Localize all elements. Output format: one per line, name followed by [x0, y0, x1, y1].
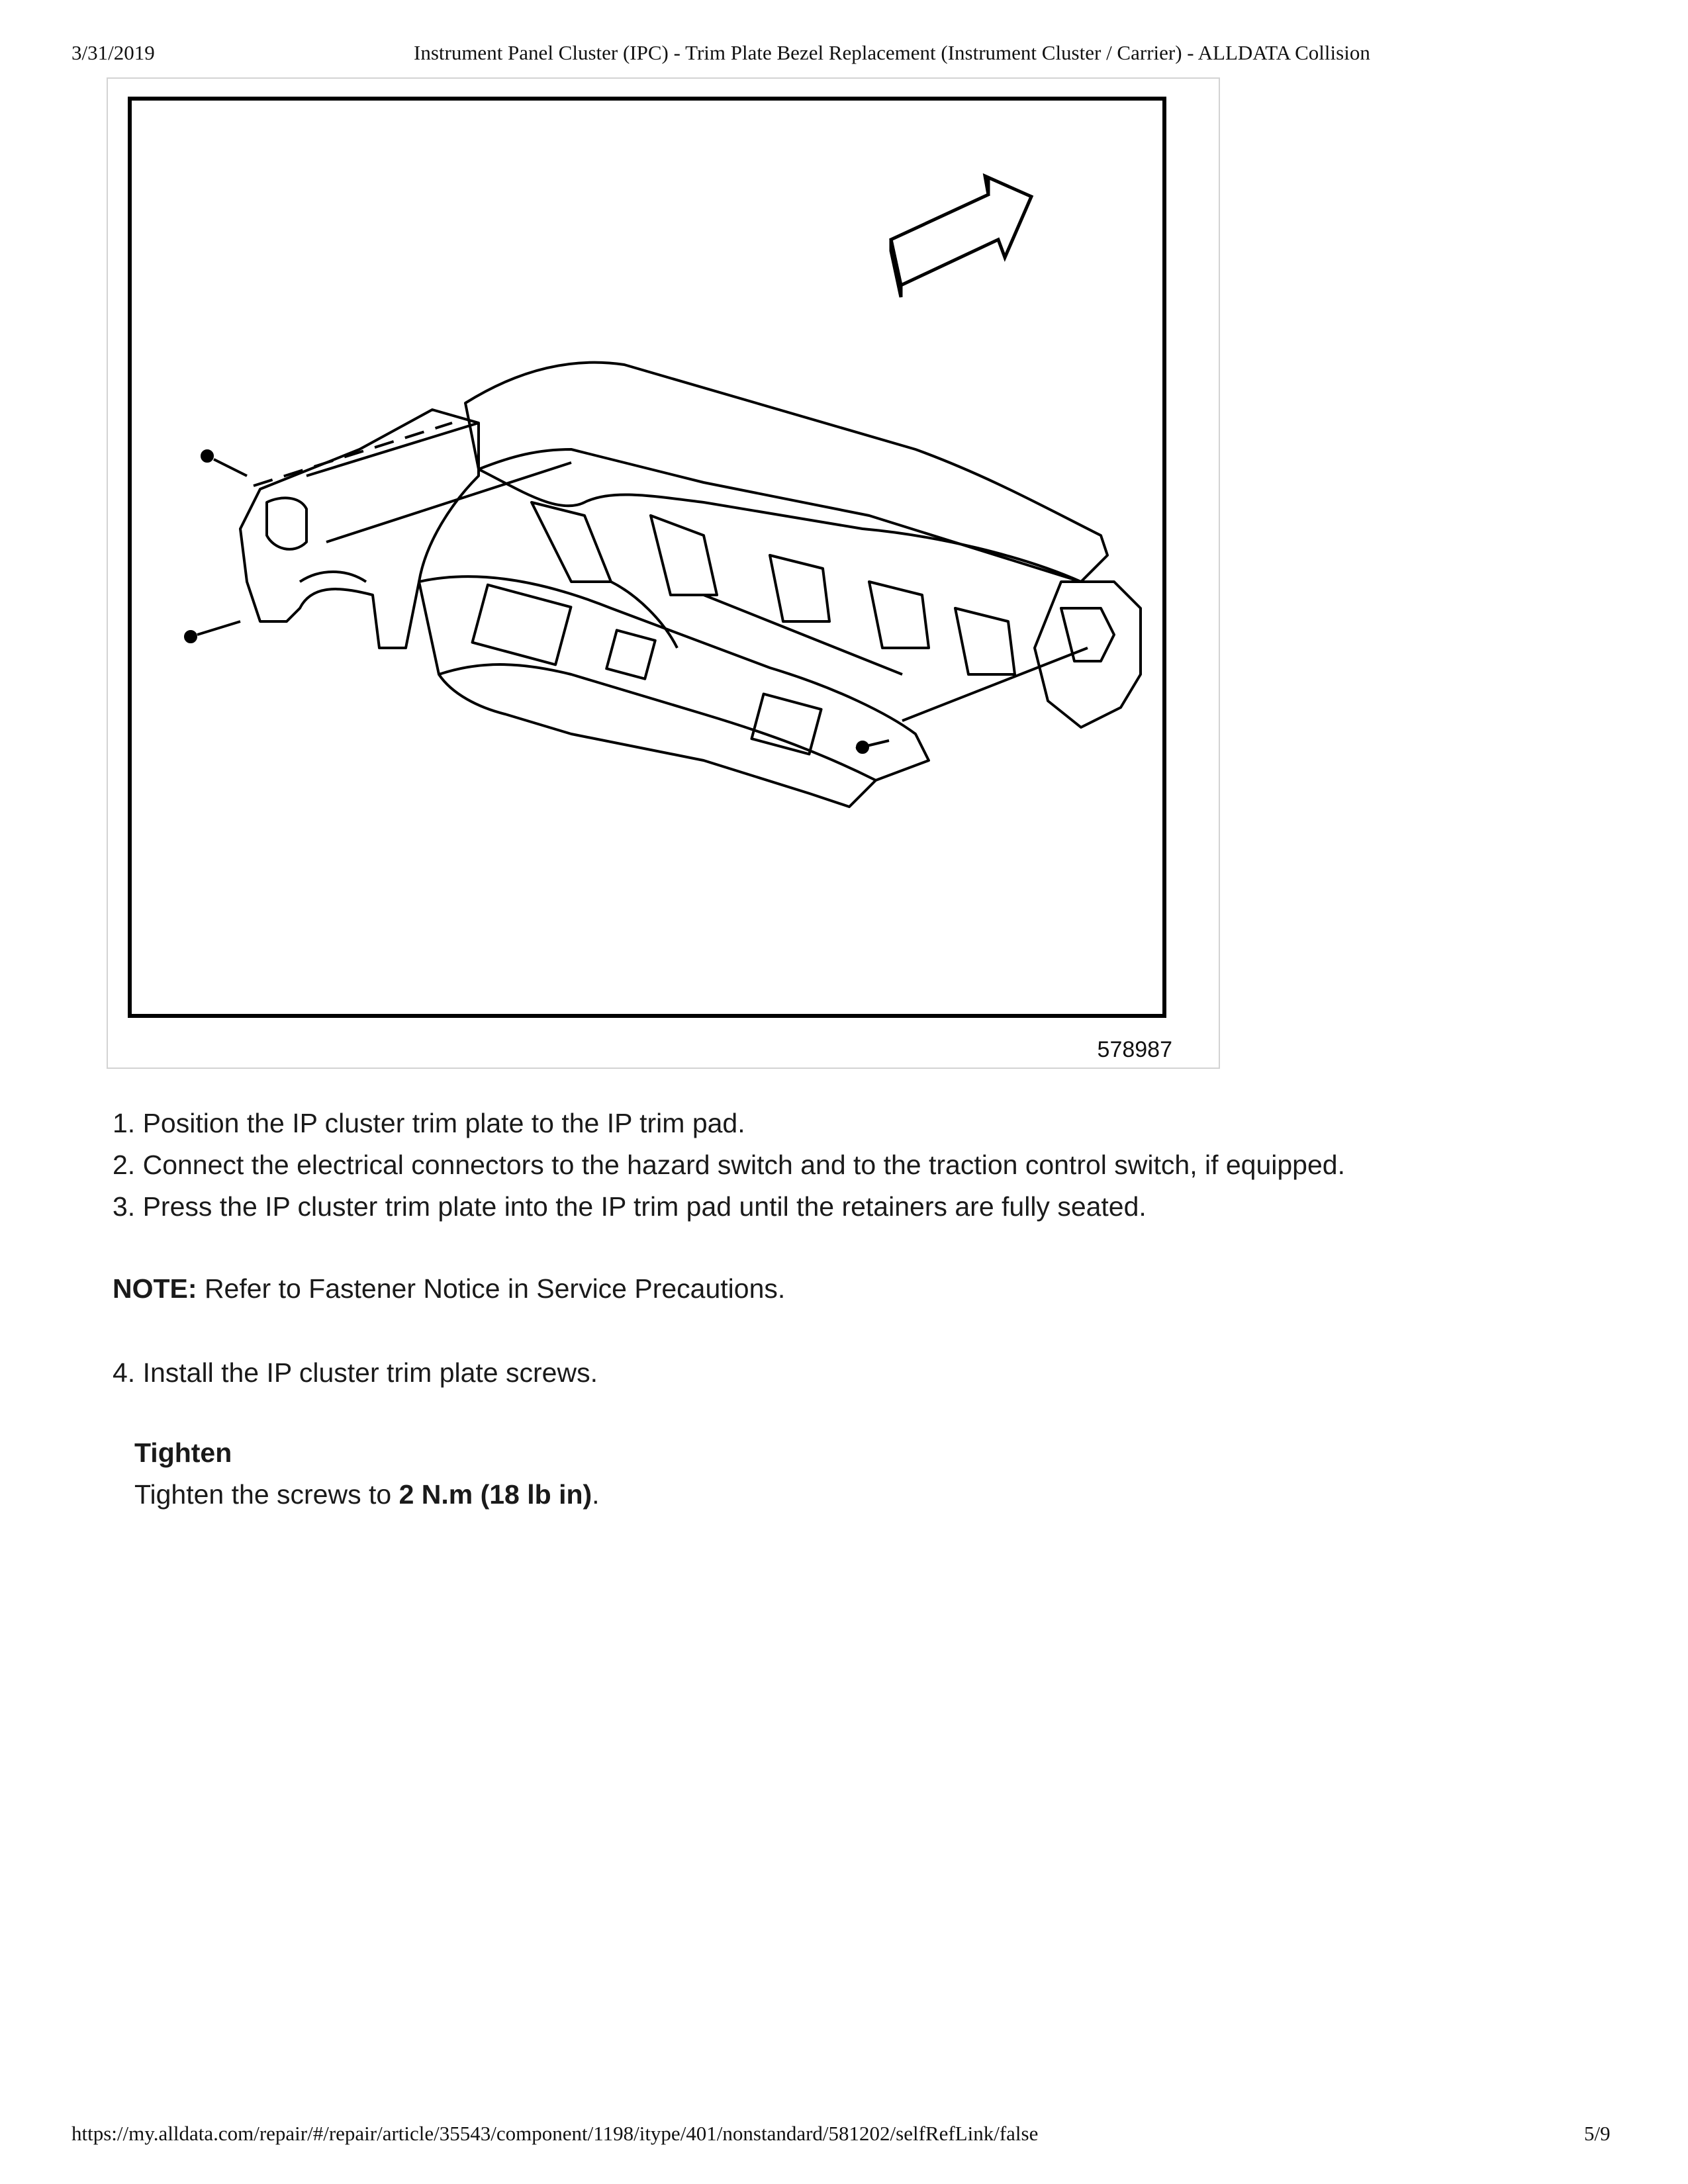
note-text: Refer to Fastener Notice in Service Precautions. — [197, 1273, 786, 1304]
step-2: 2. Connect the electrical connectors to the hazard switch and to the traction control switch, if equipped. — [113, 1150, 1345, 1180]
print-date: 3/31/2019 — [71, 41, 155, 64]
tighten-suffix: . — [592, 1479, 600, 1510]
front-direction-arrow-icon — [891, 176, 1031, 297]
tighten-prefix: Tighten the screws to — [134, 1479, 399, 1510]
fastener-note — [113, 1273, 785, 1304]
tighten-spec — [134, 1479, 600, 1510]
page-number: 5/9 — [1584, 2122, 1611, 2145]
figure-id: 578987 — [1097, 1037, 1172, 1062]
step-4: 4. Install the IP cluster trim plate screws. — [113, 1357, 598, 1388]
step-1: 1. Position the IP cluster trim plate to the IP trim pad. — [113, 1108, 745, 1138]
tighten-heading: Tighten — [134, 1437, 232, 1468]
diagram-figure — [107, 77, 1220, 1069]
instrument-panel-illustration — [108, 79, 1221, 1070]
page-title: Instrument Panel Cluster (IPC) - Trim Plate Bezel Replacement (Instrument Cluster / Carrier) - ALLDATA Collision — [414, 41, 1370, 64]
note-label: NOTE: — [113, 1273, 197, 1304]
torque-value: 2 N.m (18 lb in) — [399, 1479, 592, 1510]
procedure-steps — [113, 1103, 1345, 1228]
footer-url: https://my.alldata.com/repair/#/repair/article/35543/component/1198/itype/401/nonstandard/581202/selfRefLink/false — [71, 2122, 1039, 2145]
ip-carrier-drawing — [185, 363, 1141, 807]
step-3: 3. Press the IP cluster trim plate into the IP trim pad until the retainers are fully seated. — [113, 1191, 1147, 1222]
